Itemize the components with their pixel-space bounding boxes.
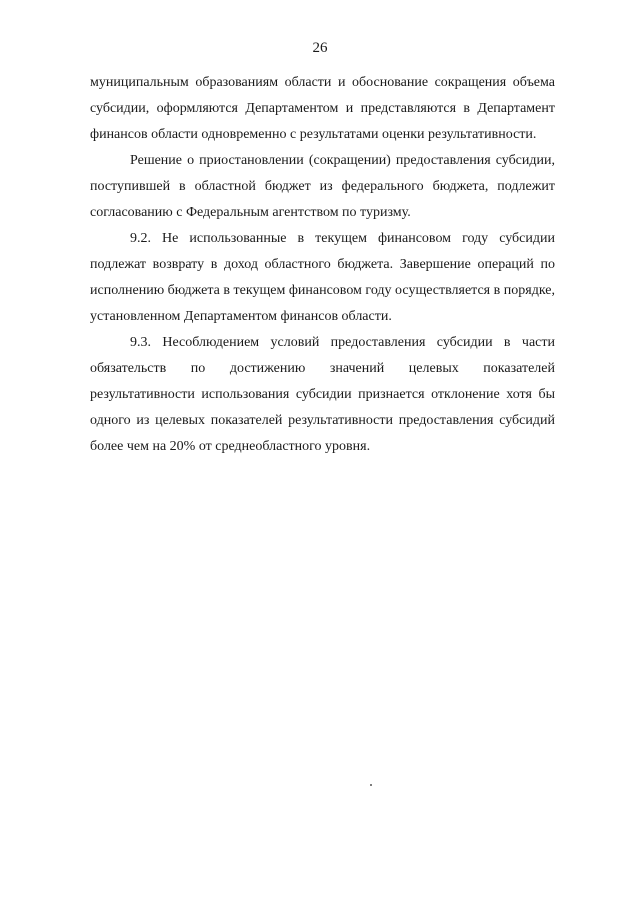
- document-body: [90, 70, 555, 460]
- scan-artifact-dot: [370, 784, 372, 786]
- paragraph-clause-9-2: 9.2. Не использованные в текущем финансовом году субсидии подлежат возврату в доход областного бюджета. Завершение операций по исполнению бюджета в текущем финансовом году осуществляется в порядке, установленном Департаментом финансов области.: [90, 231, 555, 324]
- paragraph-clause-9-3: 9.3. Несоблюдением условий предоставления субсидии в части обязательств по достижению значений целевых показателей результативности использования субсидии признается отклонение хотя бы одного из целевых показателей результативности предоставления субсидий более чем на 20% от среднеобластного уровня.: [90, 335, 555, 454]
- paragraph-suspension-decision: Решение о приостановлении (сокращении) предоставления субсидии, поступившей в областной бюджет из федерального бюджета, подлежит согласованию с Федеральным агентством по туризму.: [90, 153, 555, 220]
- paragraph-continuation: муниципальным образованиям области и обоснование сокращения объема субсидии, оформляются Департаментом и представляются в Департамент финансов области одновременно с результатами оценки результативности.: [90, 75, 555, 142]
- page-number: 26: [312, 40, 328, 56]
